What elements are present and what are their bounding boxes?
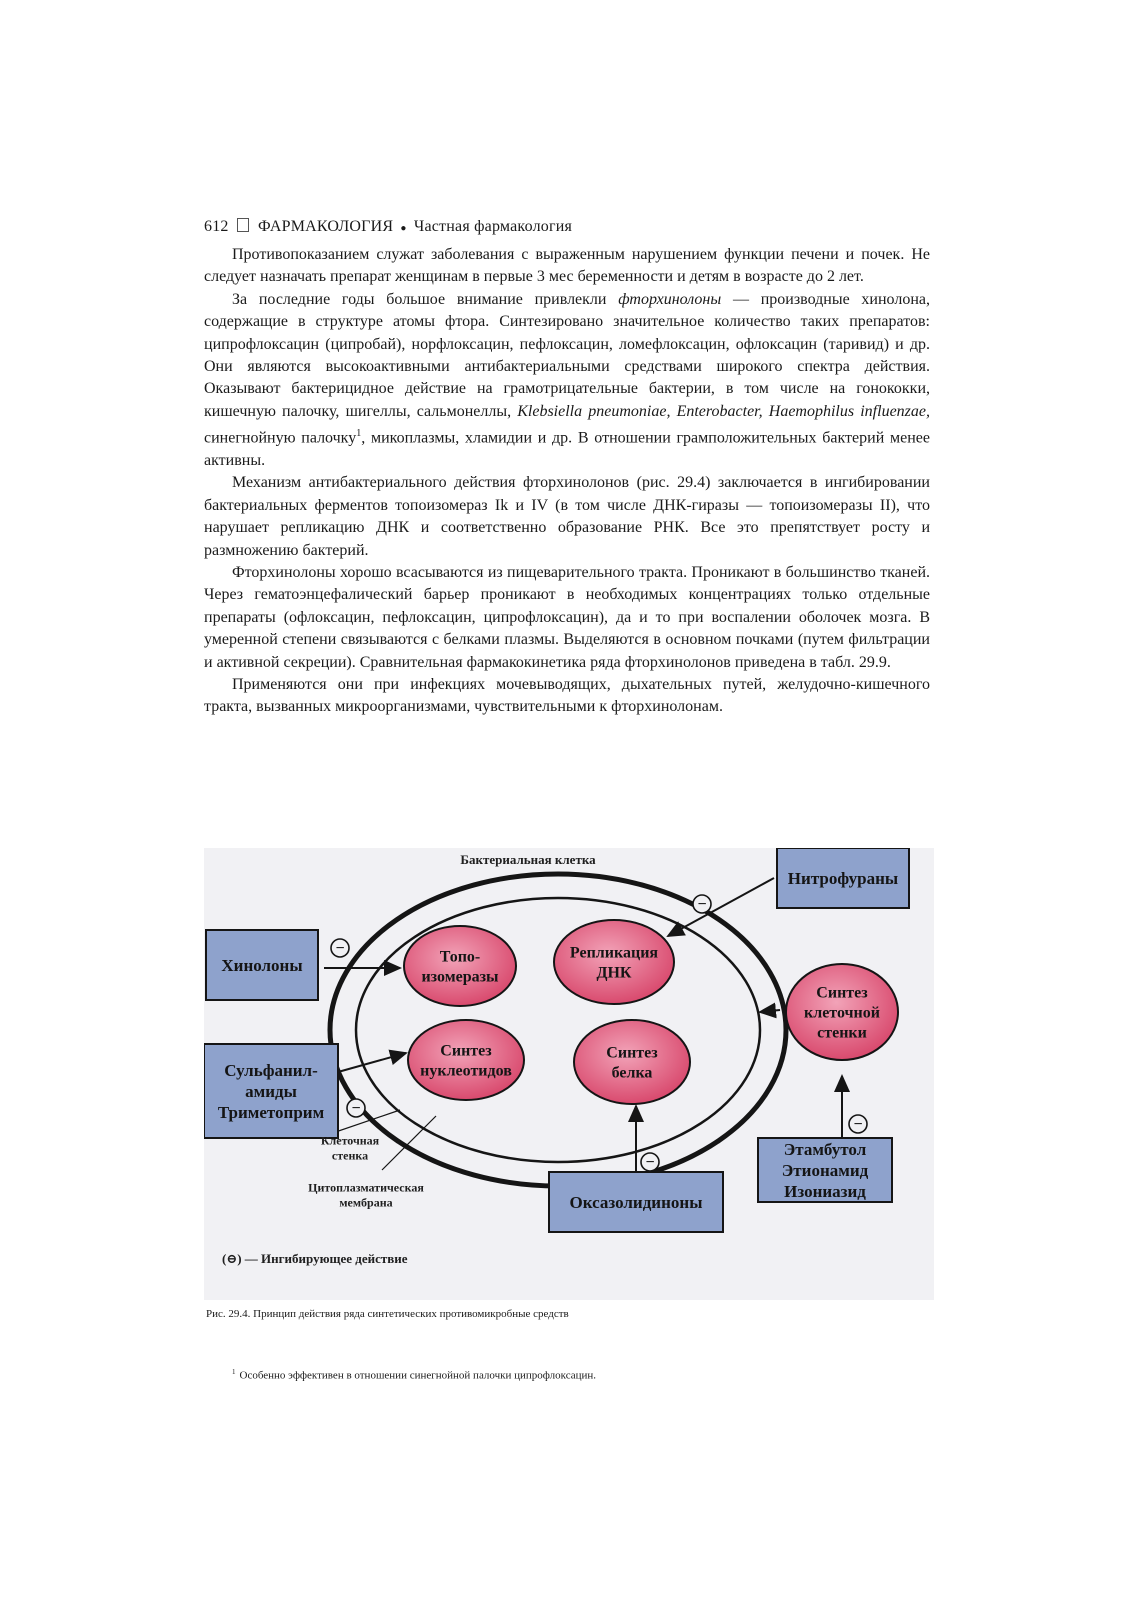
section-title: Частная фармакология — [413, 218, 573, 235]
node-protein-synthesis-label: белка — [611, 1064, 653, 1082]
footnote-text: Особенно эффективен в отношении синегнойной палочки ципрофлоксацин. — [239, 1369, 597, 1382]
paragraph — [204, 674, 930, 719]
text-run: Применяются они при инфекциях мочевыводящих, дыхательных путей, желудочно-кишечного тракта, вызванных микроорганизмами, чувствительными к фторхинолонам. — [204, 676, 930, 716]
page-number: 612 — [204, 218, 229, 235]
bullet-icon: ● — [400, 223, 407, 234]
paragraph — [204, 562, 930, 674]
inhibition-symbol: − — [351, 1100, 361, 1117]
text-run: — производные хинолона, содержащие в структуре атомы фтора. Синтезировано значительное количество таких препаратов: ципрофлоксацин (ципробай), норфлоксацин, пефлоксацин, ломефлоксацин, офлоксацин (таривид) и др. Они являются высокоактивными антибактериальными средствами широкого спектра действия. Оказывают бактерицидное действие на грамотрицательные бактерии, в том числе на гонококки, кишечную палочку, шигеллы, сальмонеллы, — [204, 290, 930, 420]
cell-label: Бактериальная клетка — [460, 852, 596, 867]
box-ethambutol-label: Изониазид — [784, 1181, 866, 1201]
node-cell-wall-synthesis-label: стенки — [817, 1024, 867, 1042]
figure-29-4 — [204, 848, 934, 1300]
node-nucleotide-synthesis — [408, 1020, 524, 1100]
book-title: ФАРМАКОЛОГИЯ — [258, 218, 394, 235]
box-sulfa-trimethoprim-label: амиды — [245, 1081, 297, 1101]
inhibition-symbol: − — [335, 940, 345, 957]
box-nitrofurans-label: Нитрофураны — [787, 868, 899, 888]
node-nucleotide-synthesis-label: нуклеотидов — [420, 1062, 512, 1080]
node-topoisomerases-label: Топо- — [439, 948, 481, 966]
text-run: синегнойную палочку — [204, 429, 357, 447]
text-run: Противопоказанием служат заболевания с выраженным нарушением функции печени и почек. Не следует назначать препарат женщинам в первые 3 мес беременности и детям в возрасте до 2 лет. — [204, 246, 930, 286]
node-protein-synthesis-label: Синтез — [606, 1044, 658, 1062]
inhibition-symbol: − — [645, 1154, 655, 1171]
node-nucleotide-synthesis-label: Синтез — [440, 1042, 492, 1060]
mechanism-diagram — [204, 848, 934, 1300]
label-cell-wall: стенка — [331, 1148, 369, 1163]
box-ethambutol-label: Этионамид — [781, 1160, 869, 1180]
figure-caption: Рис. 29.4. Принцип действия ряда синтетических противомикробные средств — [206, 1308, 569, 1320]
box-sulfa-trimethoprim-label: Триметоприм — [217, 1102, 325, 1122]
node-topoisomerases — [404, 926, 516, 1006]
node-cell-wall-synthesis-label: Синтез — [816, 984, 868, 1002]
label-cytoplasmic-membrane: мембрана — [339, 1195, 393, 1210]
text-run: Механизм антибактериального действия фторхинолонов (рис. 29.4) заключается в ингибировании бактериальных ферментов топоизомераз Ik и IV (в том числе ДНК-гиразы — топоизомеразы II), что нарушает репликацию ДНК и соответственно образование РНК. Все это препятствует росту и размножению бактерий. — [204, 474, 930, 559]
box-oxazolidinones-label: Оксазолидиноны — [569, 1192, 703, 1212]
footnote-mark: 1 — [232, 1368, 236, 1376]
paragraph — [204, 244, 930, 289]
text-run: Фторхинолоны хорошо всасываются из пищеварительного тракта. Проникают в большинство тканей. Через гематоэнцефалический барьер проникают в необходимых концентрациях только отдельные препараты (офлоксацин, пефлоксацин, ципрофлоксацин), да и то при воспалении оболочек мозга. В умеренной степени связываются с белками плазмы. Выделяются в основном почками (путем фильтрации и активной секреции). Сравнительная фармакокинетика ряда фторхинолонов приведена в табл. 29.9. — [204, 564, 930, 671]
node-dna-replication — [554, 920, 674, 1004]
box-sulfa-trimethoprim-label: Сульфанил- — [224, 1060, 318, 1080]
text-run: За последние годы большое внимание привлекли — [232, 290, 619, 308]
inhibition-symbol: − — [853, 1116, 863, 1133]
running-header — [204, 218, 572, 236]
node-dna-replication-label: Репликация — [569, 944, 659, 962]
node-cell-wall-synthesis-label: клеточной — [804, 1004, 880, 1022]
paragraph — [204, 289, 930, 473]
text-run: Klebsiella pneumoniae, Enterobacter, Haemophilus influenzae, — [517, 402, 930, 420]
legend-text: (⊖) — Ингибирующее действие — [222, 1251, 408, 1266]
footnote — [232, 1368, 596, 1382]
body-text — [204, 244, 930, 719]
label-cytoplasmic-membrane: Цитоплазматическая — [308, 1180, 424, 1195]
label-cell-wall: Клеточная — [320, 1133, 380, 1148]
inhibition-symbol: − — [697, 896, 707, 913]
box-quinolones-label: Хинолоны — [221, 955, 303, 975]
text-run: , микоплазмы, хламидии и др. В отношении грамположительных бактерий менее активны. — [204, 429, 930, 469]
node-topoisomerases-label: изомеразы — [421, 968, 499, 986]
paragraph — [204, 472, 930, 562]
node-dna-replication-label: ДНК — [596, 964, 632, 982]
footnote-ref: 1 — [356, 428, 362, 440]
text-run: фторхинолоны — [618, 290, 722, 308]
box-ethambutol-label: Этамбутол — [783, 1139, 867, 1159]
separator-box-icon — [237, 218, 249, 232]
node-protein-synthesis — [574, 1020, 690, 1104]
